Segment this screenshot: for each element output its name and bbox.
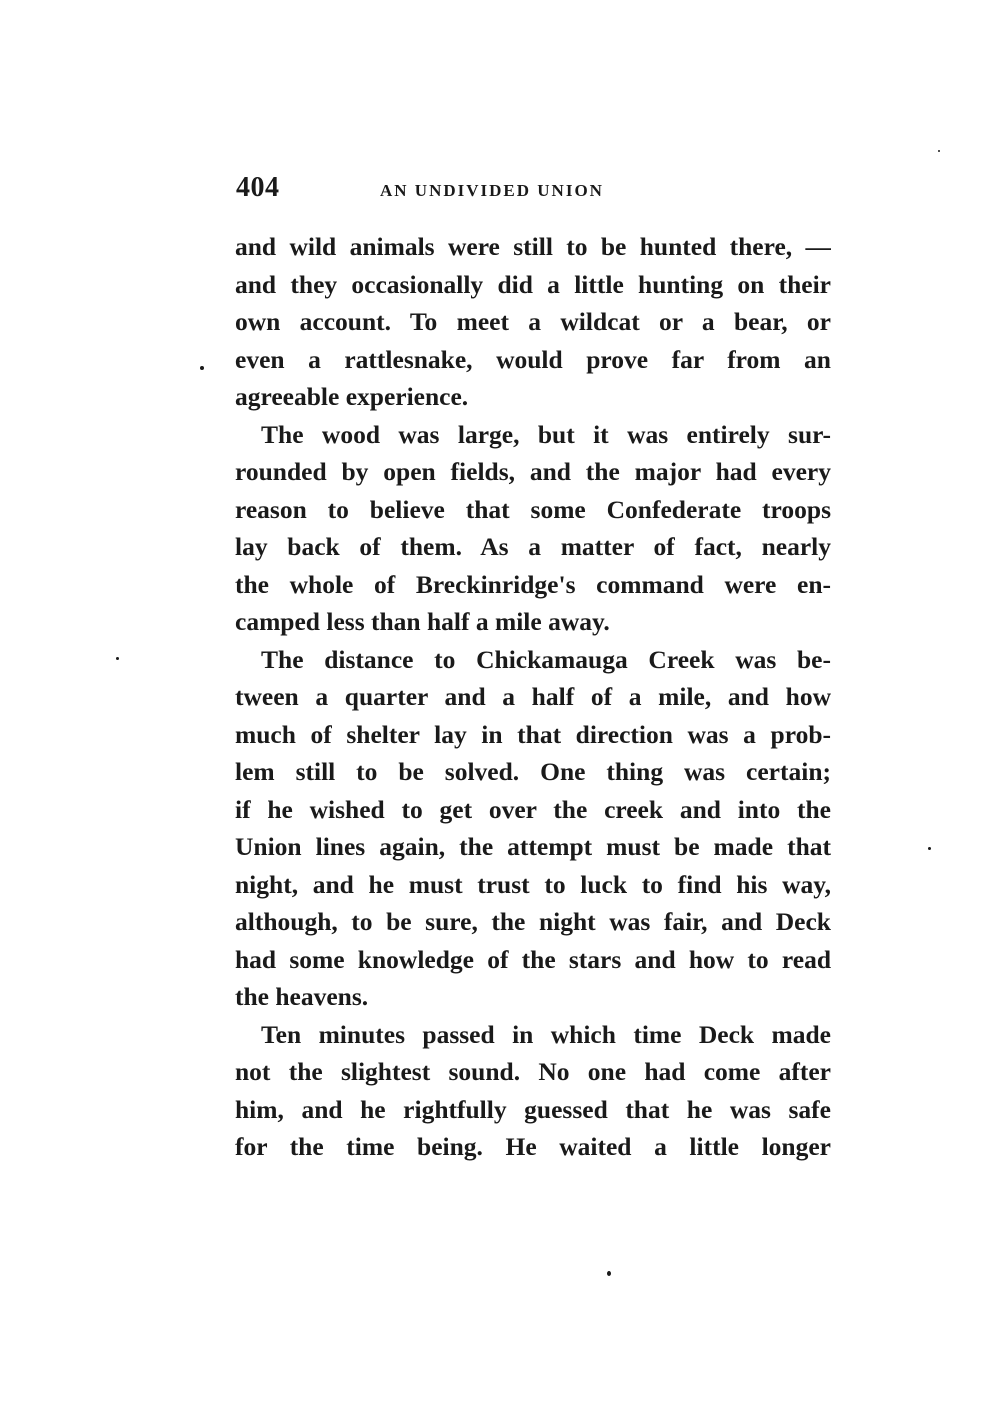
text-line: had some knowledge of the stars and how to read <box>235 944 831 974</box>
text-line: and they occasionally did a little hunting on their <box>235 269 831 299</box>
body-text <box>235 228 831 1166</box>
scan-speck <box>928 847 931 850</box>
text-line: him, and he rightfully guessed that he was safe <box>235 1094 831 1124</box>
text-line: and wild animals were still to be hunted there, — <box>235 232 831 261</box>
paragraph-start-line: The wood was large, but it was entirely sur- <box>261 419 831 449</box>
scan-speck <box>938 150 940 152</box>
text-line: much of shelter lay in that direction was a prob- <box>235 719 831 749</box>
text-line: the heavens. <box>235 982 369 1011</box>
scan-speck <box>607 1271 611 1276</box>
page-header <box>236 172 836 212</box>
text-line: own account. To meet a wildcat or a bear, or <box>235 307 831 336</box>
running-title: AN UNDIVIDED UNION <box>380 181 604 200</box>
text-line: although, to be sure, the night was fair, and Deck <box>235 907 831 936</box>
text-line: not the slightest sound. No one had come after <box>235 1057 831 1086</box>
page-number: 404 <box>236 172 280 203</box>
text-line: agreeable experience. <box>235 382 469 411</box>
paragraph-start-line: Ten minutes passed in which time Deck made <box>261 1019 831 1049</box>
text-line: rounded by open fields, and the major had every <box>235 457 831 486</box>
text-line: tween a quarter and a half of a mile, and how <box>235 682 831 711</box>
text-line: night, and he must trust to luck to find his way, <box>235 869 831 899</box>
text-line: the whole of Breckinridge's command were en- <box>235 569 831 599</box>
text-line: Union lines again, the attempt must be made that <box>235 832 831 861</box>
text-line: even a rattlesnake, would prove far from an <box>235 344 831 374</box>
text-line: lay back of them. As a matter of fact, nearly <box>235 532 831 561</box>
text-line: lem still to be solved. One thing was certain; <box>235 757 831 786</box>
scan-speck <box>116 657 119 660</box>
text-line: if he wished to get over the creek and into the <box>235 794 831 824</box>
scan-speck <box>200 366 204 370</box>
text-line: reason to believe that some Confederate troops <box>235 494 831 524</box>
paragraph-start-line: The distance to Chickamauga Creek was be- <box>261 644 831 674</box>
text-line: camped less than half a mile away. <box>235 607 610 636</box>
text-line: for the time being. He waited a little longer <box>235 1132 831 1161</box>
